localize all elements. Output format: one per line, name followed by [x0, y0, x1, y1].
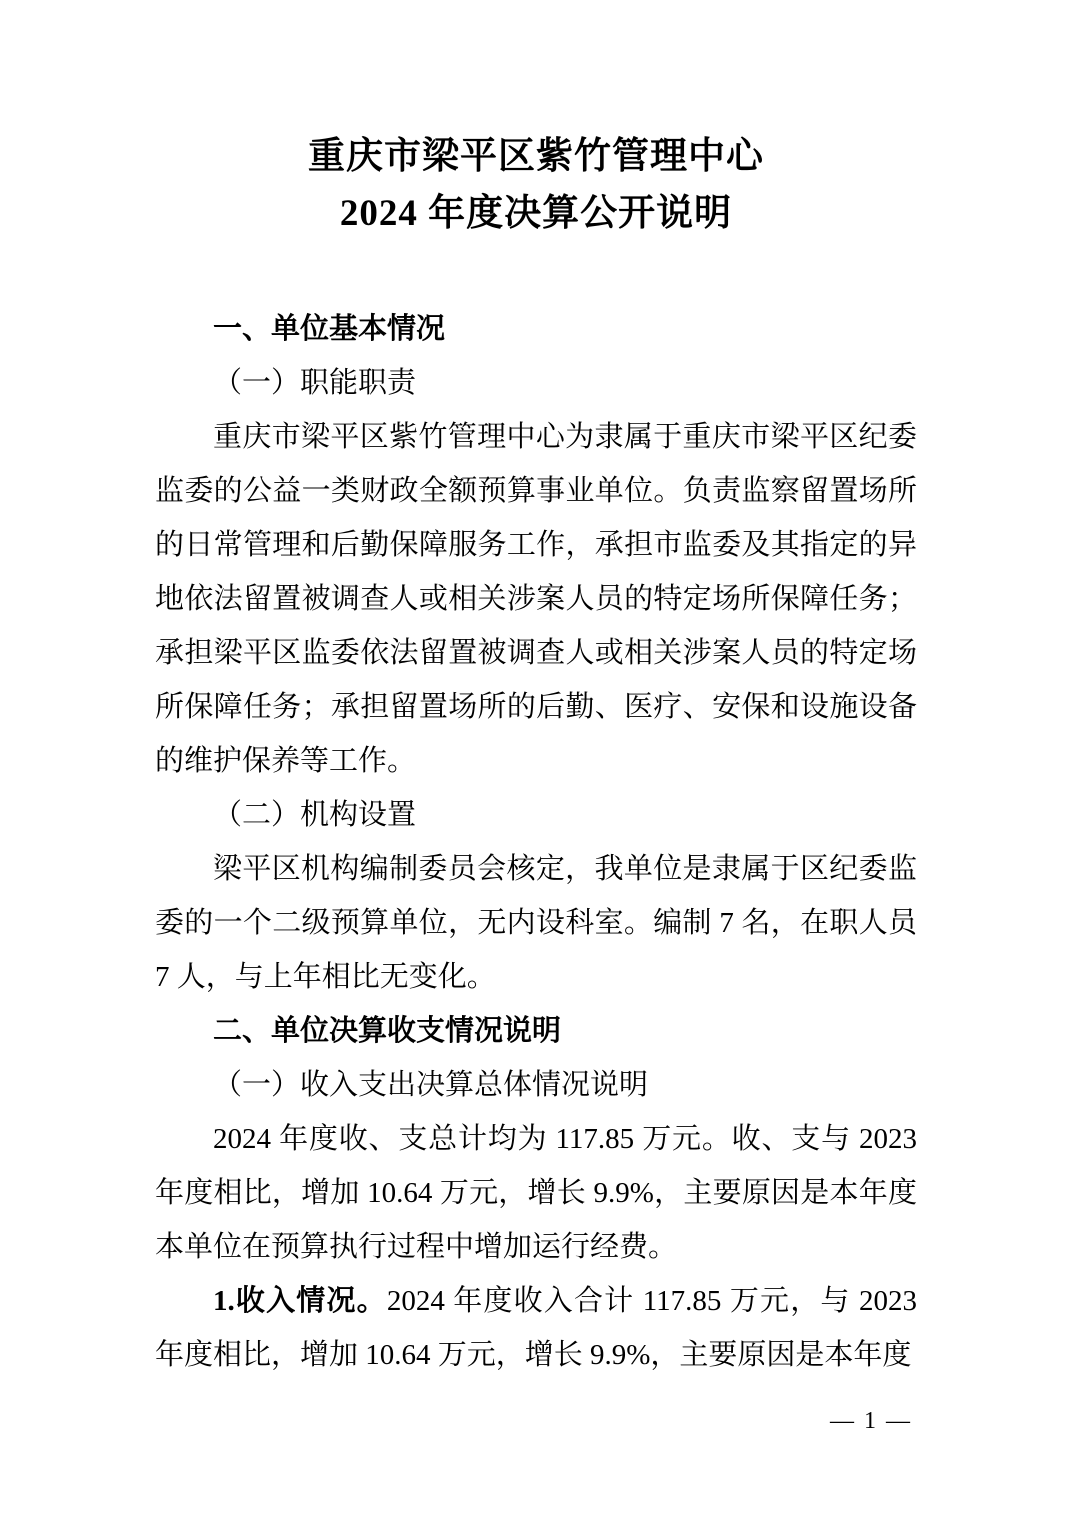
paragraph-duties: 重庆市梁平区紫竹管理中心为隶属于重庆市梁平区纪委监委的公益一类财政全额预算事业单位。负责监察留置场所的日常管理和后勤保障服务工作，承担市监委及其指定的异地依法留置被调查人或相关涉案人员的特定场所保障任务；承担梁平区监委依法留置被调查人或相关涉案人员的特定场所保障任务；承担留置场所的后勤、医疗、安保和设施设备的维护保养等工作。	[155, 421, 917, 777]
section-heading-unit-basic-info: 一、单位基本情况	[213, 313, 446, 345]
paragraph-income-situation	[155, 1274, 917, 1382]
subsection-heading-duties: （一）职能职责	[213, 367, 417, 399]
income-situation-text: 2024 年度收入合计 117.85 万元，与 2023 年度相比，增加 10.64 万元，增长 9.9%，主要原因是本年度	[155, 1285, 917, 1371]
section-heading-final-accounts: 二、单位决算收支情况说明	[213, 1015, 562, 1047]
income-situation-lead-bold: 1.收入情况。	[213, 1285, 387, 1317]
page-number: — 1 —	[830, 1408, 912, 1434]
subsection-heading-income-expenditure-overview: （一）收入支出决算总体情况说明	[213, 1069, 649, 1101]
document-title	[155, 128, 917, 242]
paragraph-organization: 梁平区机构编制委员会核定，我单位是隶属于区纪委监委的一个二级预算单位，无内设科室。编制 7 名，在职人员 7 人，与上年相比无变化。	[155, 853, 917, 993]
paragraph-income-expenditure-overview: 2024 年度收、支总计均为 117.85 万元。收、支与 2023 年度相比，增加 10.64 万元，增长 9.9%，主要原因是本年度本单位在预算执行过程中增加运行经费。	[155, 1123, 917, 1263]
document-title-line-1: 重庆市梁平区紫竹管理中心	[308, 136, 764, 177]
document-title-line-2: 2024 年度决算公开说明	[339, 193, 733, 234]
subsection-heading-organization: （二）机构设置	[213, 799, 417, 831]
document-content	[155, 128, 917, 1382]
